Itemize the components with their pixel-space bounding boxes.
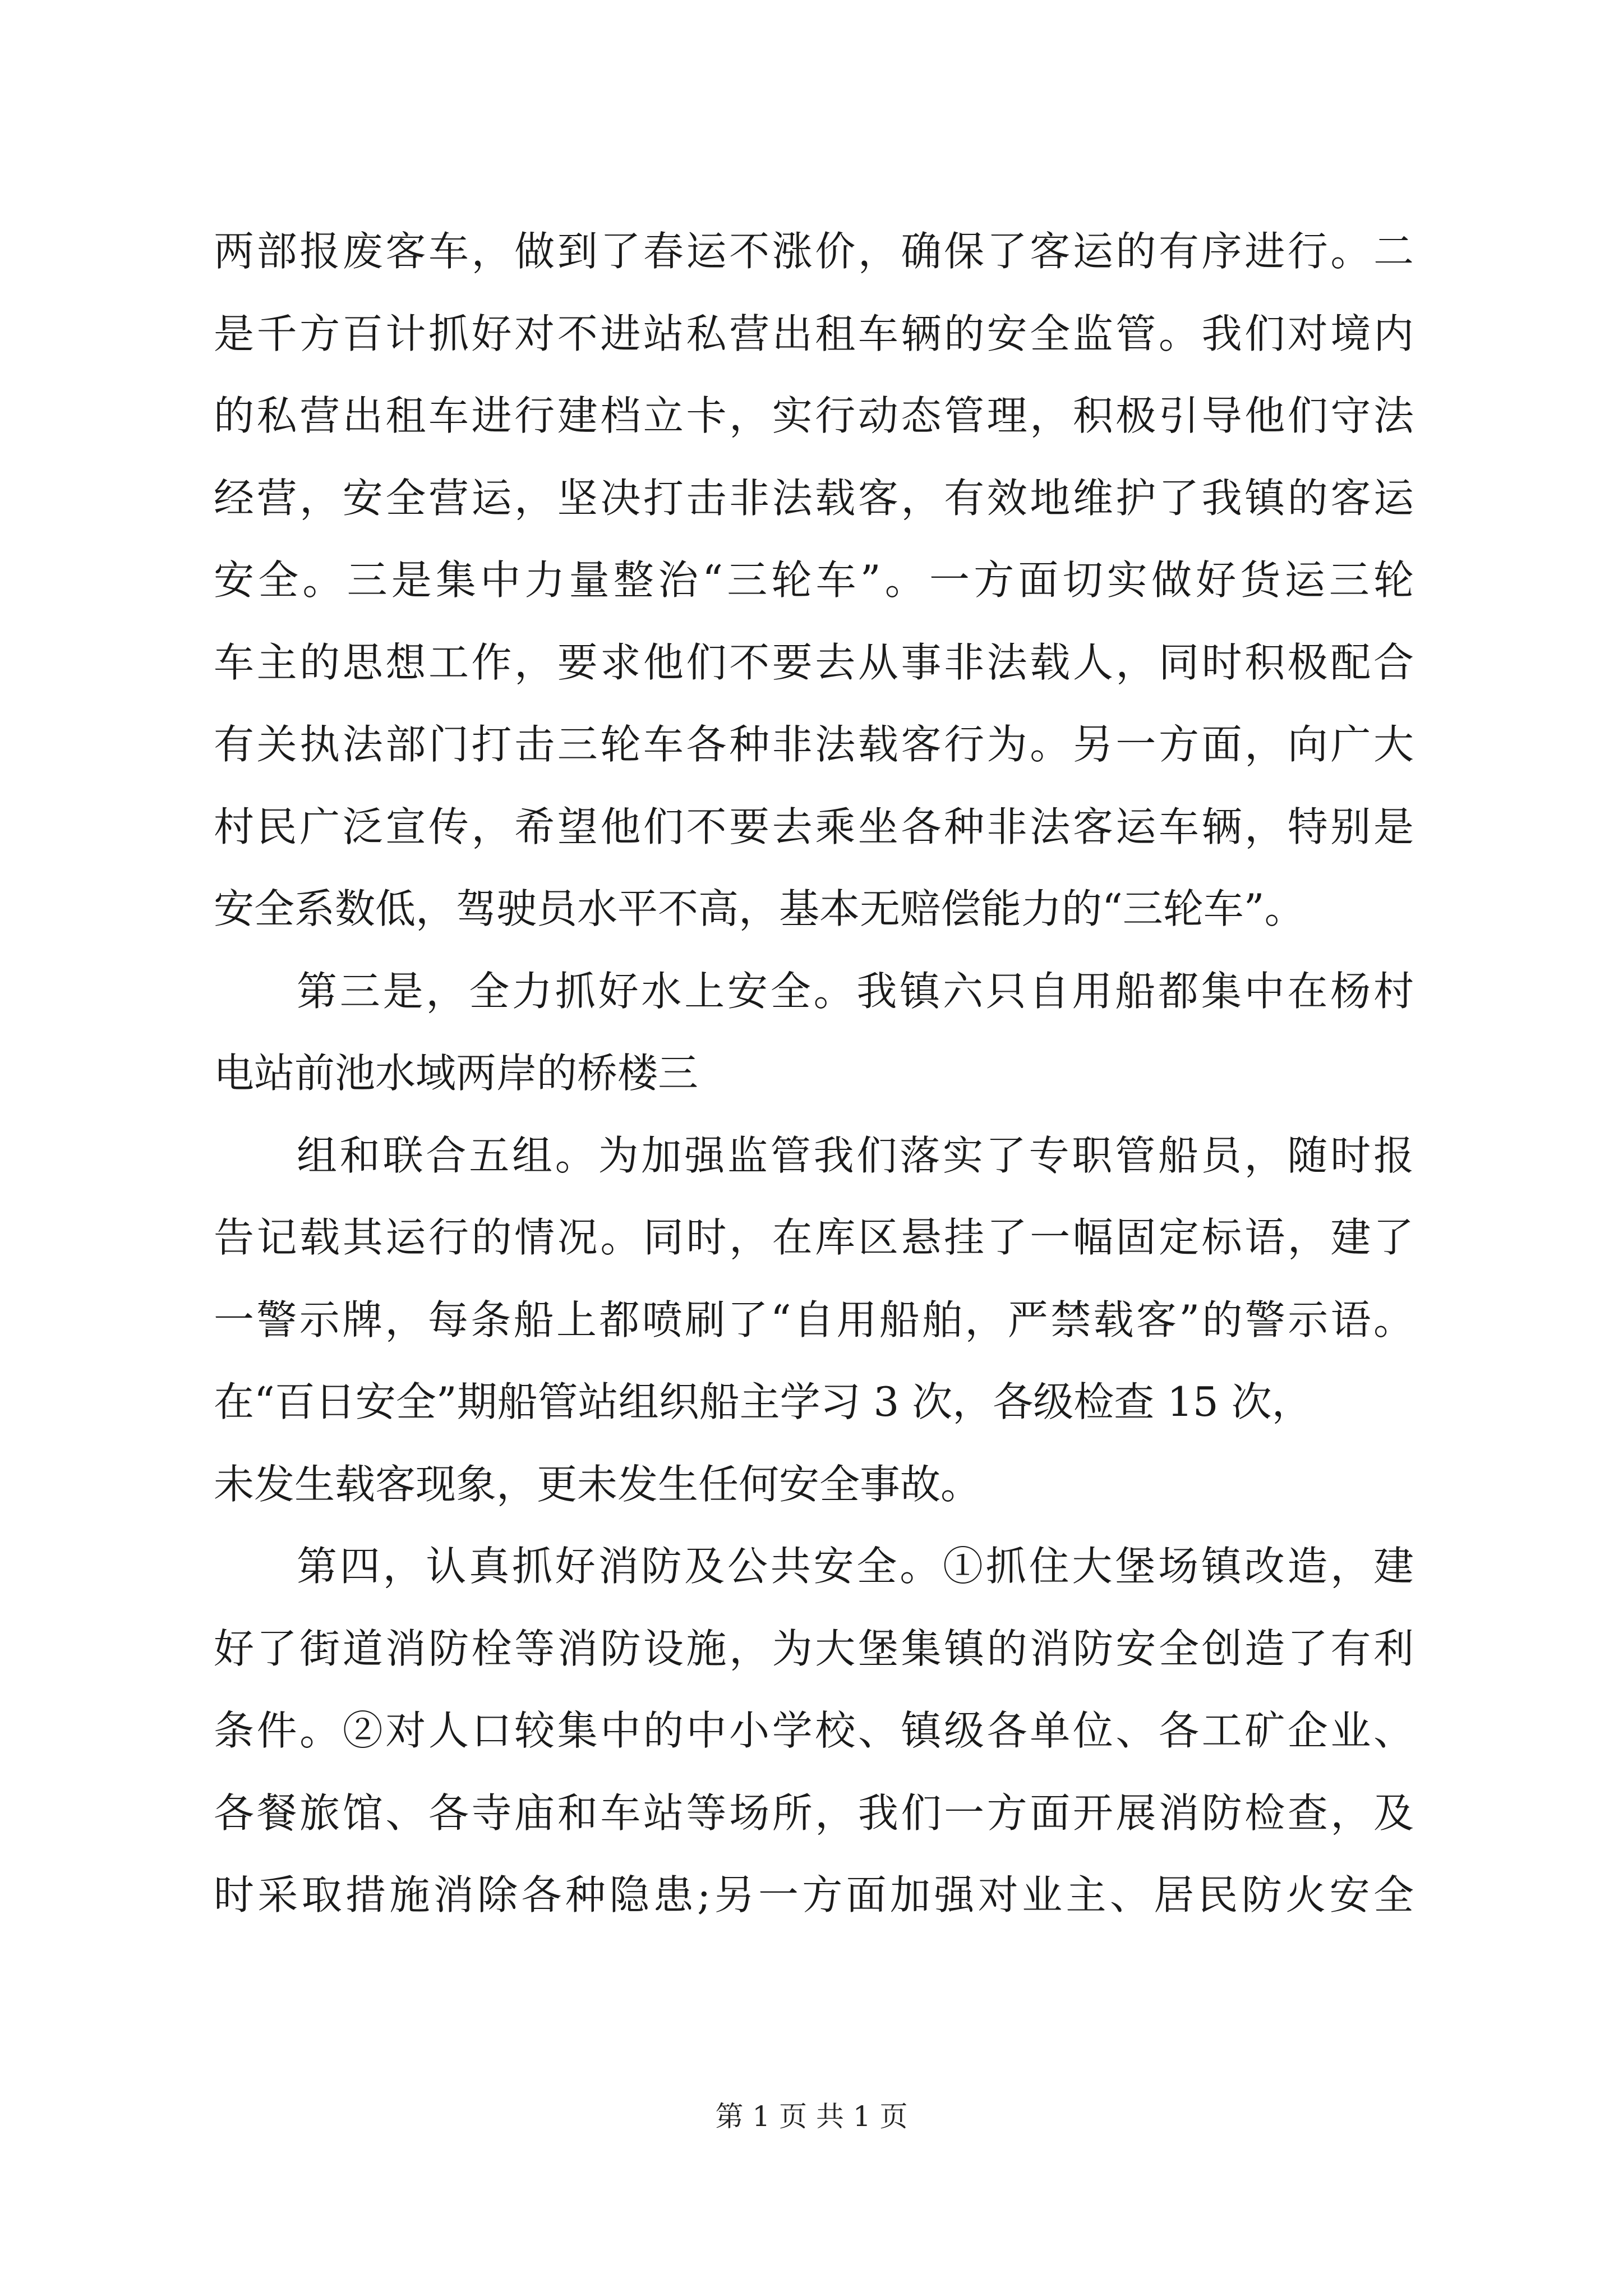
text-line: 经营，安全营运，坚决打击非法载客，有效地维护了我镇的客运	[214, 474, 1414, 522]
text-line: 好了街道消防栓等消防设施，为大堡集镇的消防安全创造了有利	[214, 1625, 1414, 1672]
text-line: 条件。②对人口较集中的中小学校、镇级各单位、各工矿企业、	[214, 1707, 1414, 1754]
text-line: 告记载其运行的情况。同时，在库区悬挂了一幅固定标语，建了	[214, 1214, 1414, 1261]
text-line: 村民广泛宣传，希望他们不要去乘坐各种非法客运车辆，特别是	[214, 803, 1414, 850]
paragraph-start-line: 第四，认真抓好消防及公共安全。①抓住大堡场镇改造，建	[297, 1543, 1414, 1590]
body-text	[214, 210, 1414, 1936]
text-line: 一警示牌，每条船上都喷刷了“自用船舶，严禁载客”的警示语。	[214, 1296, 1414, 1343]
text-line: 在“百日安全”期船管站组织船主学习 3 次，各级检查 15 次，	[214, 1378, 1312, 1425]
paragraph-start-line: 第三是，全力抓好水上安全。我镇六只自用船都集中在杨村	[297, 967, 1414, 1015]
text-line: 各餐旅馆、各寺庙和车站等场所，我们一方面开展消防检查，及	[214, 1789, 1414, 1837]
text-line: 有关执法部门打击三轮车各种非法载客行为。另一方面，向广大	[214, 721, 1414, 768]
paragraph-start-line: 组和联合五组。为加强监管我们落实了专职管船员，随时报	[297, 1131, 1414, 1179]
text-line: 安全系数低，驾驶员水平不高，基本无赔偿能力的“三轮车”。	[214, 885, 1305, 932]
text-line: 未发生载客现象，更未发生任何安全事故。	[214, 1460, 981, 1508]
page-number: 第 1 页 共 1 页	[715, 2100, 908, 2133]
text-line: 时采取措施消除各种隐患;另一方面加强对业主、居民防火安全	[214, 1871, 1414, 1918]
text-line: 电站前池水域两岸的桥楼三	[214, 1050, 699, 1097]
page-footer	[0, 2097, 1623, 2136]
text-line: 的私营出租车进行建档立卡，实行动态管理，积极引导他们守法	[214, 392, 1414, 439]
text-line: 安全。三是集中力量整治“三轮车”。一方面切实做好货运三轮	[214, 556, 1414, 604]
text-line: 车主的思想工作，要求他们不要去从事非法载人，同时积极配合	[214, 638, 1414, 686]
text-line: 是千方百计抓好对不进站私营出租车辆的安全监管。我们对境内	[214, 310, 1414, 357]
text-line: 两部报废客车，做到了春运不涨价，确保了客运的有序进行。二	[214, 228, 1414, 275]
